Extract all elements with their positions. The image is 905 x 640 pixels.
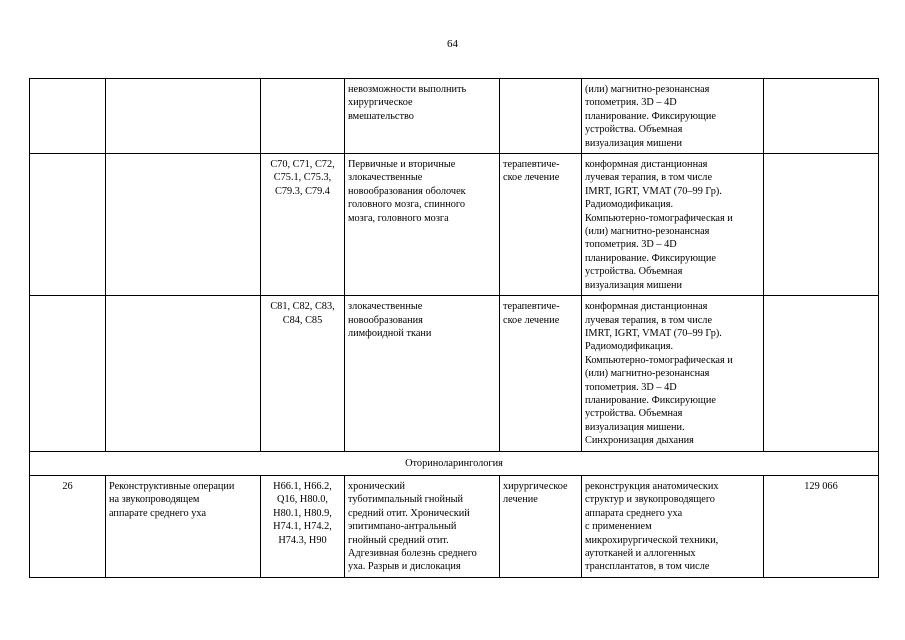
number-cell (30, 79, 106, 154)
name-cell (106, 79, 261, 154)
name-cell (106, 154, 261, 296)
cost-cell (764, 154, 879, 296)
codes-cell: C81, C82, C83, C84, C85 (261, 296, 345, 451)
number-cell: 26 (30, 475, 106, 577)
table-row (30, 296, 879, 451)
section-row (30, 451, 879, 475)
cost-cell (764, 79, 879, 154)
section-title: Оториноларингология (30, 451, 879, 475)
treatment-type-cell (500, 79, 582, 154)
codes-cell (261, 79, 345, 154)
method-cell: (или) магнитно-резонансная топометрия. 3D – 4D планирование. Фиксирующие устройства. Объемная визуализация мишени (582, 79, 764, 154)
method-cell: конформная дистанционная лучевая терапия, в том числе IMRT, IGRT, VMAT (70–99 Гр). Радиомодификация. Компьютерно-томографическая и (или) магнитно-резонансная топометрия. 3D – 4D планирование. Фиксирующие устройства. Объемная визуализация мишени. Синхронизация дыхания (582, 296, 764, 451)
treatment-type-cell: терапевтиче- ское лечение (500, 296, 582, 451)
treatment-type-cell: хирургическое лечение (500, 475, 582, 577)
table-row (30, 154, 879, 296)
diagnosis-cell: хронический туботимпальный гнойный средний отит. Хронический эпитимпано-антральный гнойный средний отит. Адгезивная болезнь среднего уха. Разрыв и дислокация (345, 475, 500, 577)
cost-cell (764, 296, 879, 451)
method-cell: реконструкция анатомических структур и звукопроводящего аппарата среднего уха с применением микрохирургической техники, аутотканей и аллогенных трансплантатов, в том числе (582, 475, 764, 577)
method-cell: конформная дистанционная лучевая терапия, в том числе IMRT, IGRT, VMAT (70–99 Гр). Радиомодификация. Компьютерно-томографическая и (или) магнитно-резонансная топометрия. 3D – 4D планирование. Фиксирующие устройства. Объемная визуализация мишени (582, 154, 764, 296)
cost-cell: 129 066 (764, 475, 879, 577)
diagnosis-cell: невозможности выполнить хирургическое вмешательство (345, 79, 500, 154)
diagnosis-cell: Первичные и вторичные злокачественные новообразования оболочек головного мозга, спинного мозга, головного мозга (345, 154, 500, 296)
number-cell (30, 154, 106, 296)
treatment-type-cell: терапевтиче- ское лечение (500, 154, 582, 296)
page-number: 64 (447, 38, 458, 50)
name-cell: Реконструктивные операции на звукопроводящем аппарате среднего уха (106, 475, 261, 577)
name-cell (106, 296, 261, 451)
number-cell (30, 296, 106, 451)
codes-cell: H66.1, H66.2, Q16, H80.0, H80.1, H80.9, H74.1, H74.2, H74.3, H90 (261, 475, 345, 577)
codes-cell: C70, C71, C72, C75.1, C75.3, C79.3, C79.4 (261, 154, 345, 296)
table-row (30, 79, 879, 154)
diagnosis-cell: злокачественные новообразования лимфоидной ткани (345, 296, 500, 451)
table-row (30, 475, 879, 577)
medical-care-table (29, 78, 879, 578)
